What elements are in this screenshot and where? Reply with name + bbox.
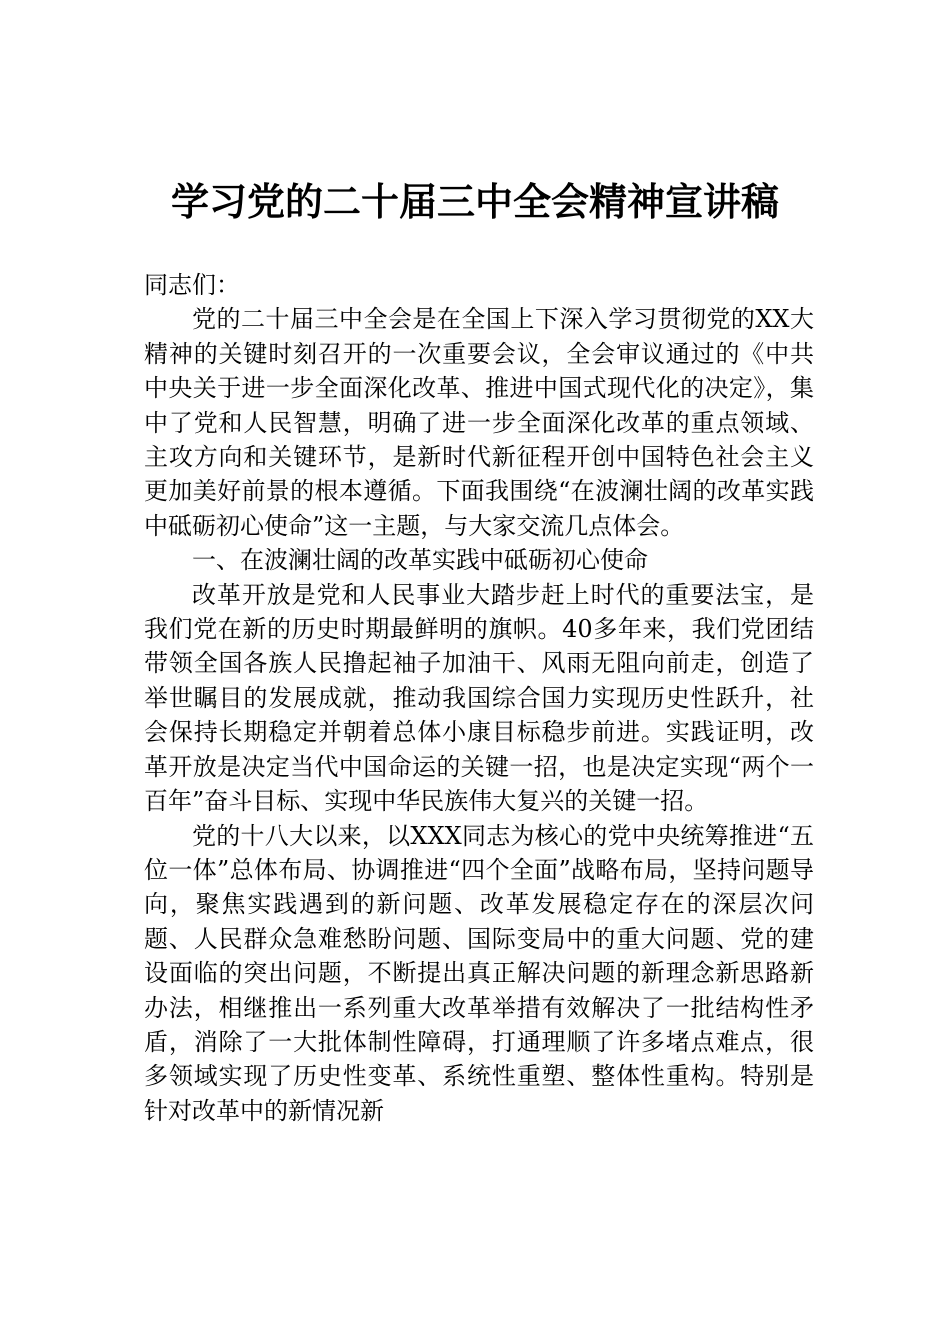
document-body	[144, 268, 814, 1128]
paragraph-intro: 党的二十届三中全会是在全国上下深入学习贯彻党的XX大精神的关键时刻召开的一次重要会议，全会审议通过的《中共中央关于进一步全面深化改革、推进中国式现代化的决定》，集中了党和人民智慧，明确了进一步全面深化改革的重点领域、主攻方向和关键环节，是新时代新征程开创中国特色社会主义更加美好前景的根本遵循。下面我围绕“在波澜壮阔的改革实践中砥砺初心使命”这一主题，与大家交流几点体会。	[144, 305, 814, 540]
document-title: 学习党的二十届三中全会精神宣讲稿	[170, 180, 779, 224]
section-heading: 一、在波澜壮阔的改革实践中砥砺初心使命	[192, 546, 648, 575]
paragraph: 改革开放是党和人民事业大踏步赶上时代的重要法宝，是我们党在新的历史时期最鲜明的旗帜。40多年来，我们党团结带领全国各族人民撸起袖子加油干、风雨无阻向前走，创造了举世瞩目的发展成就，推动我国综合国力实现历史性跃升，社会保持长期稳定并朝着总体小康目标稳步前进。实践证明，改革开放是决定当代中国命运的关键一招，也是决定实现“两个一百年”奋斗目标、实现中华民族伟大复兴的关键一招。	[144, 580, 814, 816]
paragraph: 党的十八大以来，以XXX同志为核心的党中央统筹推进“五位一体”总体布局、协调推进“四个全面”战略布局，坚持问题导向，聚焦实践遇到的新问题、改革发展稳定存在的深层次问题、人民群众急难愁盼问题、国际变局中的重大问题、党的建设面临的突出问题，不断提出真正解决问题的新理念新思路新办法，相继推出一系列重大改革举措有效解决了一批结构性矛盾，消除了一大批体制性障碍，打通理顺了许多堵点难点，很多领域实现了历史性变革、系统性重塑、整体性重构。特别是针对改革中的新情况新	[144, 821, 814, 1125]
salutation: 同志们：	[144, 271, 240, 299]
